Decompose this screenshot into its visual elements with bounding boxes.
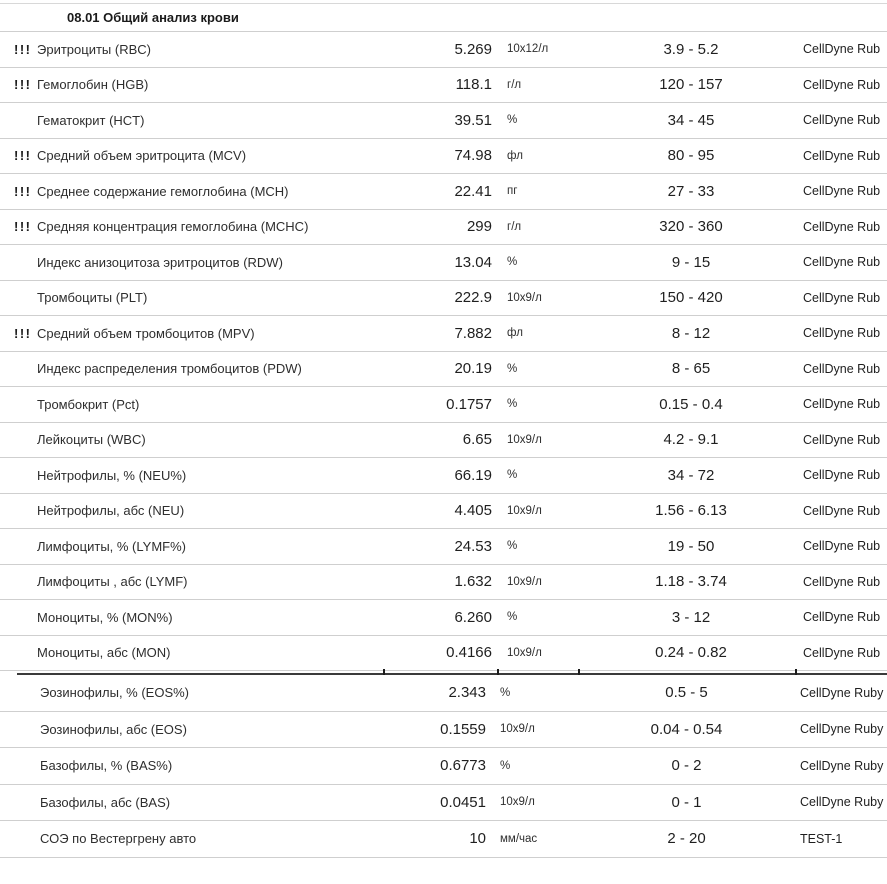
test-name: Гематокрит (HCT) [37,112,145,128]
result-value: 0.1559 [440,720,486,738]
result-row[interactable] [0,821,887,858]
reference-range: 0.5 - 5 [665,684,708,702]
abnormal-flag: !!! [14,325,32,341]
result-row[interactable] [0,565,887,601]
test-name: Лимфоциты , абс (LYMF) [37,574,188,590]
test-name: Эритроциты (RBC) [37,41,151,57]
result-row[interactable] [0,494,887,530]
result-unit: % [500,759,511,772]
result-value: 13.04 [454,253,492,271]
section-header [0,4,887,32]
analyzer-name: CellDyne Rub [803,255,881,270]
result-value: 0.4166 [446,644,492,662]
test-name: Базофилы, абс (BAS) [40,794,171,810]
result-unit: 10x12/л [507,43,549,56]
section-separator [0,671,887,675]
cbc-main-table [0,32,887,671]
abnormal-flag: !!! [14,183,32,199]
result-row[interactable] [0,103,887,139]
reference-range: 80 - 95 [667,147,715,165]
analyzer-name: CellDyne Rub [803,503,881,518]
result-unit: 10x9/л [507,433,542,446]
result-value: 24.53 [454,537,492,555]
analyzer-name: CellDyne Rub [803,432,881,447]
result-row[interactable] [0,529,887,565]
result-row[interactable] [0,423,887,459]
reference-range: 320 - 360 [659,218,723,236]
result-value: 10 [469,830,486,848]
result-unit: % [507,398,518,411]
test-name: СОЭ по Вестергрену авто [40,831,197,847]
result-unit: % [507,114,518,127]
analyzer-name: CellDyne Rub [803,574,881,589]
reference-range: 34 - 72 [667,466,715,484]
result-unit: % [507,611,518,624]
analyzer-name: CellDyne Rub [803,326,881,341]
result-row[interactable] [0,458,887,494]
test-name: Эозинофилы, % (EOS%) [40,685,190,701]
result-unit: % [500,686,511,699]
result-value: 20.19 [454,360,492,378]
reference-range: 27 - 33 [667,182,715,200]
abnormal-flag: !!! [14,77,32,93]
analyzer-name: CellDyne Ruby [800,795,884,810]
reference-range: 0.04 - 0.54 [650,720,723,738]
result-row[interactable] [0,387,887,423]
lab-results-panel [0,3,887,858]
analyzer-name: CellDyne Rub [803,539,881,554]
result-value: 0.6773 [440,757,486,775]
abnormal-flag: !!! [14,219,32,235]
reference-range: 150 - 420 [659,289,723,307]
result-unit: 10x9/л [507,504,542,517]
result-row[interactable] [0,174,887,210]
test-name: Базофилы, % (BAS%) [40,758,173,774]
test-name: Эозинофилы, абс (EOS) [40,721,187,737]
reference-range: 8 - 65 [671,360,711,378]
test-name: Моноциты, абс (MON) [37,645,171,661]
result-value: 0.1757 [446,395,492,413]
column-tick [383,669,385,675]
result-value: 6.65 [462,431,492,449]
result-unit: 10x9/л [507,291,542,304]
analyzer-name: CellDyne Rub [803,113,881,128]
test-name: Нейтрофилы, % (NEU%) [37,467,187,483]
abnormal-flag: !!! [14,148,32,164]
result-unit: фл [507,149,523,162]
result-row[interactable] [0,210,887,246]
result-value: 299 [466,218,492,236]
result-value: 1.632 [454,573,492,591]
test-name: Индекс распределения тромбоцитов (PDW) [37,361,302,377]
analyzer-name: CellDyne Rub [803,42,881,57]
result-value: 74.98 [454,147,492,165]
analyzer-name: CellDyne Rub [803,290,881,305]
result-unit: % [507,469,518,482]
reference-range: 0.24 - 0.82 [655,644,727,662]
result-unit: % [507,256,518,269]
analyzer-name: CellDyne Rub [803,184,881,199]
result-value: 0.0451 [440,793,486,811]
test-name: Средний объем эритроцита (MCV) [37,148,247,164]
reference-range: 0 - 1 [671,793,702,811]
separator-bar [17,673,887,675]
test-name: Средняя концентрация гемоглобина (MCHC) [37,219,309,235]
analyzer-name: CellDyne Rub [803,397,881,412]
reference-range: 0.15 - 0.4 [659,395,723,413]
result-value: 66.19 [454,466,492,484]
column-tick [578,669,580,675]
test-name: Лейкоциты (WBC) [37,432,146,448]
result-value: 22.41 [454,182,492,200]
reference-range: 4.2 - 9.1 [663,431,719,449]
result-unit: г/л [507,220,522,233]
result-value: 5.269 [454,40,492,58]
result-row[interactable] [0,600,887,636]
result-unit: фл [507,327,523,340]
test-name: Нейтрофилы, абс (NEU) [37,503,185,519]
test-name: Тромбокрит (Pct) [37,396,140,412]
column-tick [795,669,797,675]
reference-range: 3 - 12 [671,608,711,626]
result-value: 7.882 [454,324,492,342]
result-value: 6.260 [454,608,492,626]
analyzer-name: CellDyne Rub [803,468,881,483]
test-name: Среднее содержание гемоглобина (MCH) [37,183,289,199]
result-row[interactable] [0,316,887,352]
reference-range: 34 - 45 [667,111,715,129]
analyzer-name: TEST-1 [800,831,843,846]
result-row[interactable] [0,281,887,317]
result-unit: % [507,540,518,553]
result-row[interactable] [0,245,887,281]
analyzer-name: CellDyne Ruby [800,722,884,737]
reference-range: 19 - 50 [667,537,715,555]
reference-range: 120 - 157 [659,76,723,94]
result-row[interactable] [0,139,887,175]
analyzer-name: CellDyne Rub [803,219,881,234]
result-unit: 10x9/л [500,723,535,736]
result-row[interactable] [0,675,887,712]
result-value: 222.9 [454,289,492,307]
test-name: Средний объем тромбоцитов (MPV) [37,325,255,341]
analyzer-name: CellDyne Rub [803,645,881,660]
section-title: 08.01 Общий анализ крови [67,10,239,25]
analyzer-name: CellDyne Rub [803,77,881,92]
analyzer-name: CellDyne Ruby [800,758,884,773]
result-unit: 10x9/л [507,575,542,588]
reference-range: 3.9 - 5.2 [663,40,719,58]
result-unit: мм/час [500,832,538,845]
test-name: Лимфоциты, % (LYMF%) [37,538,186,554]
result-row[interactable] [0,748,887,785]
test-name: Гемоглобин (HGB) [37,77,149,93]
result-row[interactable] [0,68,887,104]
test-name: Моноциты, % (MON%) [37,609,173,625]
abnormal-flag: !!! [14,41,32,57]
reference-range: 1.18 - 3.74 [655,573,727,591]
analyzer-name: CellDyne Rub [803,610,881,625]
reference-range: 9 - 15 [671,253,711,271]
result-value: 118.1 [455,76,492,94]
result-row[interactable] [0,712,887,749]
result-row[interactable] [0,352,887,388]
reference-range: 1.56 - 6.13 [655,502,727,520]
column-tick [497,669,499,675]
result-value: 2.343 [448,684,486,702]
analyzer-name: CellDyne Rub [803,148,881,163]
result-row[interactable] [0,785,887,822]
result-unit: 10x9/л [500,796,535,809]
result-unit: % [507,362,518,375]
result-unit: г/л [507,78,522,91]
test-name: Тромбоциты (PLT) [37,290,148,306]
test-name: Индекс анизоцитоза эритроцитов (RDW) [37,254,283,270]
analyzer-name: CellDyne Ruby [800,685,884,700]
result-row[interactable] [0,636,887,672]
result-value: 4.405 [454,502,492,520]
reference-range: 2 - 20 [667,830,706,848]
result-unit: пг [507,185,518,198]
result-row[interactable] [0,32,887,68]
result-value: 39.51 [454,111,492,129]
analyzer-name: CellDyne Rub [803,361,881,376]
result-unit: 10x9/л [507,646,542,659]
cbc-diff-table [0,675,887,858]
reference-range: 8 - 12 [671,324,711,342]
reference-range: 0 - 2 [671,757,702,775]
